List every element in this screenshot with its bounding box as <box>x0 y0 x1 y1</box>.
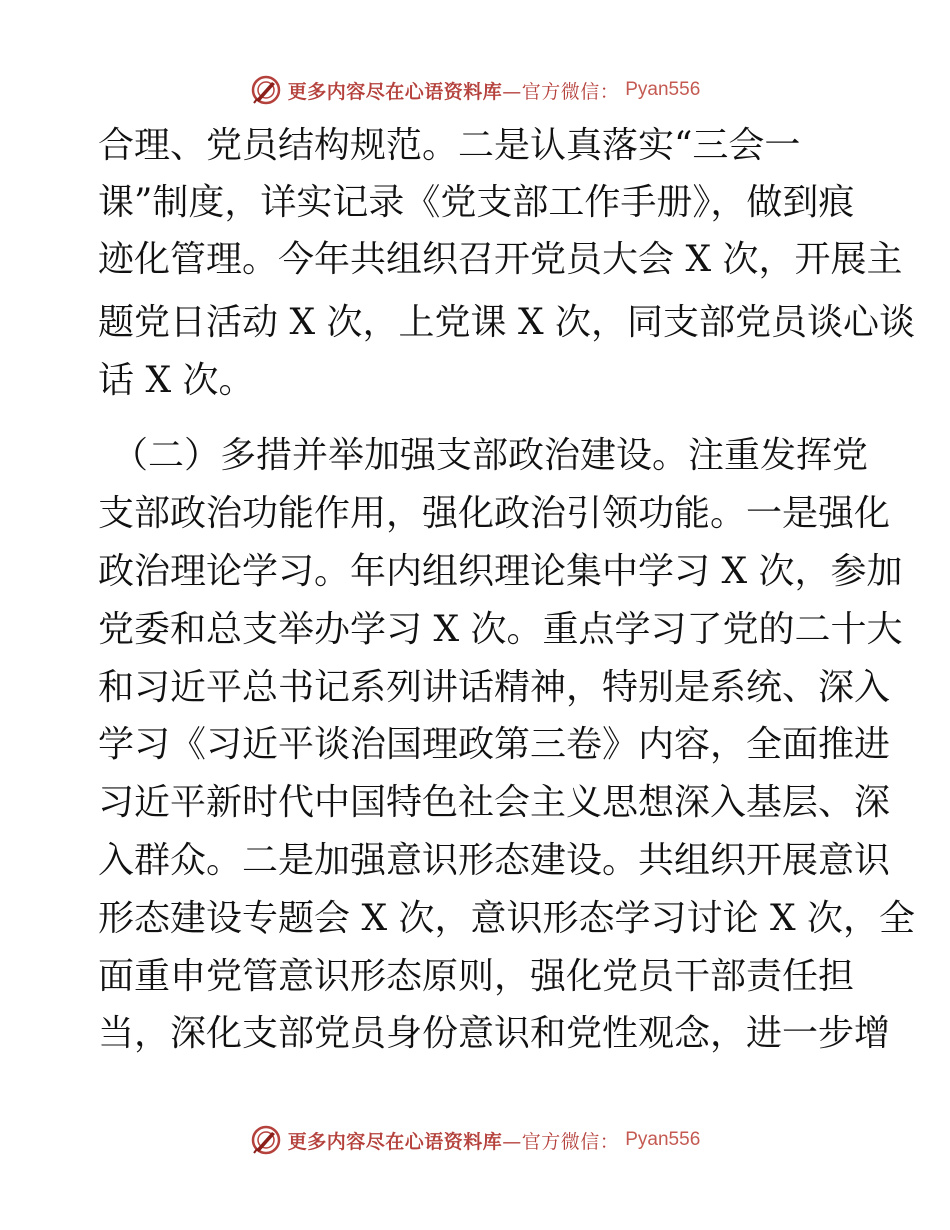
body-line: 面重申党管意识形态原则，强化党员干部责任担 <box>98 956 855 997</box>
watermark-main-text: 更多内容尽在心语资料库 <box>287 80 503 103</box>
watermark-wechat-id: Pyan556 <box>625 1129 701 1150</box>
header-watermark <box>0 70 950 110</box>
watermark-dash: — <box>502 80 522 103</box>
body-line: 政治理论学习。年内组织理论集中学习 X 次，参加 <box>98 551 903 592</box>
body-line: 形态建设专题会 X 次，意识形态学习讨论 X 次，全 <box>98 898 916 939</box>
body-line: 学习《习近平谈治国理政第三卷》内容，全面推进 <box>98 724 891 765</box>
body-line: 和习近平总书记系列讲话精神，特别是系统、深入 <box>98 667 891 708</box>
watermark-wechat-id: Pyan556 <box>625 79 701 100</box>
body-line: 党委和总支举办学习 X 次。重点学习了党的二十大 <box>98 609 903 650</box>
watermark-sub-text: 官方微信： <box>521 80 620 103</box>
body-line: 题党日活动 X 次，上党课 X 次，同支部党员谈心谈 <box>98 302 916 343</box>
footer-watermark <box>0 1120 950 1160</box>
body-line: 话 X 次。 <box>98 360 255 401</box>
body-line: 当，深化支部党员身份意识和党性观念，进一步增 <box>98 1013 891 1054</box>
watermark-dash: — <box>502 1130 522 1153</box>
body-line: 支部政治功能作用，强化政治引领功能。一是强化 <box>98 493 891 534</box>
body-line: 合理、党员结构规范。二是认真落实“三会一 <box>98 125 801 166</box>
body-line: 习近平新时代中国特色社会主义思想深入基层、深 <box>98 782 891 823</box>
body-line: 迹化管理。今年共组织召开党员大会 X 次，开展主 <box>98 239 903 280</box>
section-heading-line: （二）多措并举加强支部政治建设。注重发挥党 <box>112 435 869 476</box>
watermark-sub-text: 官方微信： <box>521 1130 620 1153</box>
quill-seal-icon <box>250 1124 282 1156</box>
body-line: 入群众。二是加强意识形态建设。共组织开展意识 <box>98 840 891 881</box>
watermark-main-text: 更多内容尽在心语资料库 <box>287 1130 503 1153</box>
quill-seal-icon <box>250 74 282 106</box>
body-line: 课”制度，详实记录《党支部工作手册》，做到痕 <box>98 182 855 223</box>
